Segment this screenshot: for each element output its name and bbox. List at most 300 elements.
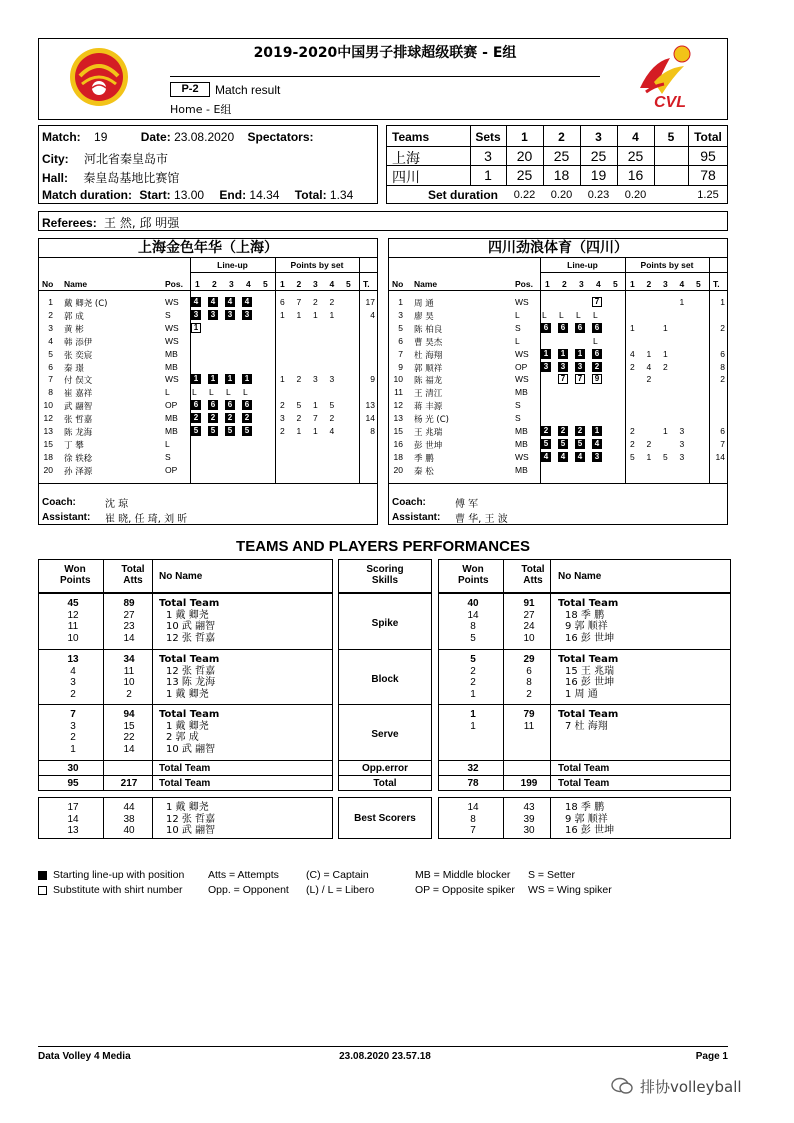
home-player-name: 10 武 翮智 xyxy=(166,743,216,755)
home-player-row xyxy=(39,361,377,375)
away-player-name: 陈 福龙 xyxy=(414,376,443,387)
away-lineup-start-position: 2 xyxy=(592,362,602,372)
away-body-sep-1 xyxy=(503,593,504,791)
home-points-by-set: 3 xyxy=(313,374,318,385)
away-lineup-set-3: 3 xyxy=(579,279,584,289)
home-player-name: 丁 攀 xyxy=(64,440,84,451)
away-assistant-names: 曹 华, 王 波 xyxy=(455,514,508,525)
away-lineup-header: Line-up xyxy=(567,260,598,270)
home-player-pos: L xyxy=(165,387,170,398)
away-best-atts: 30 xyxy=(523,825,535,836)
home-lineup-set-1: 1 xyxy=(195,279,200,289)
away-lineup-start-position: 5 xyxy=(541,439,551,449)
home-player-name: Total Team xyxy=(159,709,220,720)
away-player-row xyxy=(389,361,727,375)
away-lineup-start-position: 6 xyxy=(558,323,568,333)
away-name-header: Name xyxy=(414,279,438,289)
home-total-atts: 11 xyxy=(123,665,135,677)
home-lineup-start-position: 5 xyxy=(191,426,201,436)
away-best-atts: 39 xyxy=(523,813,535,825)
home-total-atts: 10 xyxy=(123,677,135,688)
away-coach-label: Coach: xyxy=(392,497,426,508)
home-team-panel xyxy=(38,238,378,525)
hall-value: 秦皇岛基地比赛馆 xyxy=(83,171,180,185)
away-player-name: 16 彭 世坤 xyxy=(565,677,615,688)
away-player-name: 7 杜 海翔 xyxy=(565,720,608,732)
home-lineup-start-position: 5 xyxy=(225,426,235,436)
doc-label: Match result xyxy=(215,83,281,97)
home-lineup-start-position: 2 xyxy=(208,413,218,423)
away-points-by-set: 1 xyxy=(646,348,652,359)
away-player-name: Total Team xyxy=(558,654,619,665)
away-player-name: 9 郭 顺祥 xyxy=(565,621,608,632)
away-lineup-start-position: 2 xyxy=(575,426,585,436)
home-player-row xyxy=(39,373,377,387)
score-header-teams: Teams xyxy=(392,130,430,144)
away-player-name: 16 彭 世坤 xyxy=(565,632,615,644)
away-player-row xyxy=(389,412,727,426)
home-player-pos: MB xyxy=(165,426,178,436)
away-player-name: 秦 松 xyxy=(414,466,434,477)
home-player-row xyxy=(39,348,377,362)
skill-label: Spike xyxy=(371,618,399,629)
home-won-points: 4 xyxy=(70,665,76,677)
away-player-no: 9 xyxy=(398,361,403,372)
away-lineup-set-1: 1 xyxy=(545,279,550,289)
away-player-name: 廖 昊 xyxy=(414,311,434,322)
home-opp-error-name: Total Team xyxy=(159,763,211,774)
away-player-no: 18 xyxy=(393,451,403,462)
away-coach-name: 傅 军 xyxy=(455,499,479,510)
home-best-atts: 44 xyxy=(123,802,135,813)
away-points-by-set: 2 xyxy=(630,426,635,436)
home-points-by-set: 7 xyxy=(296,297,302,307)
scoring-skills-header: Scoring Skills xyxy=(366,564,404,586)
home-body-hline-1 xyxy=(38,704,333,705)
home-total-atts: 2 xyxy=(126,688,132,700)
away-opp-error-won: 32 xyxy=(467,763,479,774)
home-player-pos: L xyxy=(165,438,170,449)
away-player-name: 蒋 丰源 xyxy=(414,402,443,413)
match-date: 23.08.2020 xyxy=(174,130,235,144)
away-body-sep-2 xyxy=(550,593,551,791)
home-player-no: 3 xyxy=(48,322,53,333)
away-player-pos: S xyxy=(515,413,521,424)
home-player-pos: WS xyxy=(165,335,179,346)
home-player-pos: S xyxy=(165,451,171,462)
cvl-logo xyxy=(632,42,696,114)
away-team-panel xyxy=(388,238,728,525)
home-player-name: Total Team xyxy=(159,598,220,609)
end-label: End: xyxy=(219,188,247,202)
set-duration-1: 0.22 xyxy=(513,189,536,201)
away-points-by-set: 3 xyxy=(679,438,685,449)
home-lineup-start-position: 2 xyxy=(225,413,235,423)
set-duration-total: 1.25 xyxy=(697,189,719,201)
away-player-pos: L xyxy=(515,309,520,320)
home-total-atts: 15 xyxy=(123,720,135,732)
home-total-atts: 14 xyxy=(123,632,135,644)
away-player-row xyxy=(389,425,727,439)
away-player-name: 季 鹏 xyxy=(414,453,434,464)
away-lineup-start-position: 5 xyxy=(575,439,585,449)
away-player-no: 5 xyxy=(398,322,403,333)
away-points-set-5: 5 xyxy=(696,279,701,289)
home-player-row xyxy=(39,425,377,439)
away-player-pos: S xyxy=(515,400,521,411)
home-points-set-4: 4 xyxy=(329,279,335,289)
away-player-pos: WS xyxy=(515,297,529,307)
away-lineup-start-position: 2 xyxy=(558,426,568,436)
home-lineup-start-position: 4 xyxy=(208,297,218,307)
away-player-name: 曹 昊杰 xyxy=(414,337,443,348)
away-points-by-set: 2 xyxy=(663,361,668,372)
home-points-by-set: 7 xyxy=(313,413,318,424)
away-lineup-start-position: 4 xyxy=(592,439,602,449)
skills-body-hline-2 xyxy=(338,760,432,761)
set-duration-2: 0.20 xyxy=(550,189,573,201)
home-points-by-set: 2 xyxy=(280,400,285,411)
away-lineup-start-position: 3 xyxy=(541,362,551,372)
away-lineup-set-4: 4 xyxy=(596,279,601,289)
away-won-points: 2 xyxy=(470,677,476,688)
away-player-no: 7 xyxy=(398,348,403,359)
away-points-by-set: 2 xyxy=(646,374,652,385)
home-player-name: 武 翮智 xyxy=(64,402,93,413)
city-value: 河北省秦皇岛市 xyxy=(84,152,169,166)
home-player-pos: WS xyxy=(165,322,179,333)
home-player-no: 4 xyxy=(48,335,53,346)
away-lineup-start-position: 3 xyxy=(558,362,568,372)
home-player-no: 6 xyxy=(48,361,53,372)
away-lineup-substitute-number: 7 xyxy=(558,374,568,384)
start-label: Start: xyxy=(139,188,171,202)
home-header-hline-2 xyxy=(39,290,377,291)
best-scorers-label: Best Scorers xyxy=(354,813,416,824)
home-points-by-set: 2 xyxy=(296,413,302,424)
skills-body-hline-0 xyxy=(338,649,432,650)
score-row-away-sets: 1 xyxy=(484,167,492,183)
total-label: Total xyxy=(373,778,397,789)
referees-names: 王 然, 邱 明强 xyxy=(104,216,180,230)
away-player-total: 2 xyxy=(720,374,725,385)
home-body-hline-2 xyxy=(38,760,333,761)
score-row-away-s2: 18 xyxy=(553,167,570,183)
home-player-no: 18 xyxy=(43,451,53,462)
away-points-by-set: 1 xyxy=(679,297,685,307)
away-points-by-set: 2 xyxy=(630,438,635,449)
away-player-row xyxy=(389,335,727,349)
away-total-atts-header: Total Atts xyxy=(521,564,545,586)
away-player-no: 3 xyxy=(398,309,403,320)
home-player-no: 13 xyxy=(43,426,53,436)
away-total-atts: 24 xyxy=(523,621,535,632)
away-points-set-3: 3 xyxy=(663,279,668,289)
referees-label: Referees: xyxy=(42,216,97,230)
legend-substitute-square-icon xyxy=(38,886,47,895)
home-won-points-header: Won Points xyxy=(60,564,91,586)
home-player-name: 12 张 哲嘉 xyxy=(166,665,216,677)
home-player-total: 17 xyxy=(365,297,375,307)
away-total-atts: 91 xyxy=(523,598,535,609)
away-total-atts: 27 xyxy=(523,609,535,621)
breadcrumb: Home - E组 xyxy=(170,103,232,116)
legend-mb: MB = Middle blocker xyxy=(415,869,511,881)
away-lineup-libero: L xyxy=(559,309,564,320)
away-lineup-start-position: 4 xyxy=(575,452,585,462)
away-points-set-2: 2 xyxy=(646,279,652,289)
legend xyxy=(38,869,728,899)
away-lineup-start-position: 6 xyxy=(592,323,602,333)
score-row-away-s1: 25 xyxy=(516,167,533,183)
home-player-name: 徐 轶稔 xyxy=(64,453,93,464)
away-player-row xyxy=(389,373,727,387)
home-total-atts: 14 xyxy=(123,743,135,755)
home-total-atts: 27 xyxy=(123,609,135,621)
score-row-away-team: 四川 xyxy=(392,170,420,186)
away-player-no: 15 xyxy=(393,426,403,436)
home-player-name: 崔 嘉祥 xyxy=(64,389,93,400)
legend-op: OP = Opposite spiker xyxy=(415,884,515,896)
home-lineup-set-4: 4 xyxy=(246,279,251,289)
score-row-home-sets: 3 xyxy=(484,148,492,164)
away-player-no: 6 xyxy=(398,335,403,346)
home-coach-divider xyxy=(39,483,377,484)
home-best-name: 1 戴 卿尧 xyxy=(166,802,209,813)
home-player-row xyxy=(39,451,377,465)
away-lineup-substitute-number: 7 xyxy=(592,297,602,307)
home-player-row xyxy=(39,412,377,426)
home-points-by-set: 1 xyxy=(280,309,285,320)
home-won-points: 2 xyxy=(70,688,76,700)
home-lineup-start-position: 5 xyxy=(242,426,252,436)
away-lineup-start-position: 5 xyxy=(558,439,568,449)
home-player-name: 1 戴 卿尧 xyxy=(166,720,209,732)
home-player-total: 13 xyxy=(365,400,375,411)
score-header-set4: 4 xyxy=(632,130,639,144)
away-points-by-set: 2 xyxy=(630,361,635,372)
score-header-set1: 1 xyxy=(521,130,528,144)
home-points-set-1: 1 xyxy=(280,279,285,289)
away-won-points: 5 xyxy=(470,632,476,644)
home-points-by-set: 1 xyxy=(313,426,318,436)
away-player-row xyxy=(389,386,727,400)
away-lineup-start-position: 3 xyxy=(592,452,602,462)
home-player-row xyxy=(39,386,377,400)
away-lineup-substitute-number: 7 xyxy=(575,374,585,384)
away-lineup-start-position: 1 xyxy=(558,349,568,359)
away-total-atts: 6 xyxy=(526,665,532,677)
home-points-by-set: 2 xyxy=(329,297,335,307)
away-player-no: 20 xyxy=(393,464,403,475)
home-lineup-start-position: 4 xyxy=(242,297,252,307)
away-body-hline-2 xyxy=(438,760,731,761)
home-lineup-libero: L xyxy=(209,387,214,398)
away-points-by-set: 1 xyxy=(646,451,652,462)
home-perf-body xyxy=(38,593,333,791)
away-player-pos: L xyxy=(515,335,520,346)
volleyball-logo-icon xyxy=(68,46,130,108)
home-points-by-set: 2 xyxy=(296,374,302,385)
home-total-atts-header: Total Atts xyxy=(121,564,145,586)
home-player-row xyxy=(39,296,377,310)
away-best-box xyxy=(438,797,731,839)
away-player-name: 郭 顺祥 xyxy=(414,363,443,374)
home-player-row xyxy=(39,399,377,413)
home-lineup-substitute-number: 1 xyxy=(191,323,201,333)
away-player-row xyxy=(389,296,727,310)
home-points-by-set: 5 xyxy=(296,400,302,411)
footer-center: 23.08.2020 23.57.18 xyxy=(339,1051,431,1062)
home-won-points: 12 xyxy=(67,609,79,621)
away-total-atts: 2 xyxy=(526,688,532,700)
score-table xyxy=(386,125,728,204)
away-lineup-start-position: 3 xyxy=(575,362,585,372)
home-player-name: 孙 泽源 xyxy=(64,466,93,477)
away-won-points: 1 xyxy=(470,688,476,700)
home-lineup-start-position: 2 xyxy=(191,413,201,423)
away-lineup-libero: L xyxy=(593,335,598,346)
home-player-pos: MB xyxy=(165,348,178,359)
away-player-no: 10 xyxy=(393,374,403,385)
score-row-home-s2: 25 xyxy=(553,148,570,164)
home-player-no: 2 xyxy=(48,309,53,320)
home-lineup-start-position: 1 xyxy=(242,374,252,384)
away-player-no: 16 xyxy=(393,438,403,449)
away-total-atts: 8 xyxy=(526,677,532,688)
home-player-row xyxy=(39,438,377,452)
home-header-hline-1 xyxy=(190,272,377,273)
away-best-name: 9 郭 顺祥 xyxy=(565,813,608,825)
home-lineup-start-position: 4 xyxy=(225,297,235,307)
away-header-hline-1 xyxy=(540,272,727,273)
home-player-name: 秦 璟 xyxy=(64,363,84,374)
home-best-won: 14 xyxy=(67,813,79,825)
home-player-name: 戴 卿尧 (C) xyxy=(64,299,108,309)
away-points-by-set: 5 xyxy=(630,451,635,462)
away-player-pos: OP xyxy=(515,361,528,372)
home-player-total: 4 xyxy=(370,309,375,320)
score-header-set5: 5 xyxy=(667,130,675,144)
home-best-box xyxy=(38,797,333,839)
home-lineup-libero: L xyxy=(226,387,231,398)
home-perf-header xyxy=(38,559,333,593)
home-lineup-start-position: 3 xyxy=(191,310,201,320)
away-player-total: 7 xyxy=(720,438,725,449)
home-total-atts: 22 xyxy=(123,732,135,743)
away-lineup-start-position: 6 xyxy=(592,349,602,359)
legend-starting-square-icon xyxy=(38,871,47,880)
away-best-won: 14 xyxy=(467,802,479,813)
home-best-won: 13 xyxy=(67,825,79,836)
home-points-by-set: 1 xyxy=(296,309,302,320)
away-lineup-start-position: 6 xyxy=(575,323,585,333)
away-player-name: 彭 世坤 xyxy=(414,440,443,451)
score-row-away-s3: 19 xyxy=(590,167,607,183)
home-player-no: 8 xyxy=(48,387,53,398)
away-opp-error-name: Total Team xyxy=(558,763,610,774)
home-won-points: 3 xyxy=(70,720,76,732)
home-pos-header: Pos. xyxy=(165,279,183,289)
away-pos-header: Pos. xyxy=(515,279,533,289)
footer-rule xyxy=(38,1046,728,1047)
home-player-no: 20 xyxy=(43,464,53,475)
home-coach-name: 沈 琼 xyxy=(105,499,129,510)
away-body-hline-1 xyxy=(438,704,731,705)
away-points-by-set: 3 xyxy=(679,451,685,462)
home-won-points: 13 xyxy=(67,654,79,665)
away-best-sep-2 xyxy=(550,797,551,839)
set-duration-label: Set duration xyxy=(428,188,499,202)
home-team-name: 上海金色年华（上海） xyxy=(39,239,377,258)
home-lineup-start-position: 3 xyxy=(225,310,235,320)
away-points-by-set: 1 xyxy=(663,348,668,359)
legend-starting-text: Starting line-up with position xyxy=(53,869,185,881)
away-perf-header-sep-1 xyxy=(503,559,504,593)
away-player-name: 杨 光 (C) xyxy=(414,415,449,426)
home-total-atts: 217 xyxy=(120,778,138,789)
home-player-total: 14 xyxy=(365,413,375,424)
away-won-points: 40 xyxy=(467,598,479,609)
home-points-by-set: 2 xyxy=(329,413,335,424)
home-points-header: Points by set xyxy=(290,260,344,270)
away-total-atts: 79 xyxy=(523,709,535,720)
score-header-sets: Sets xyxy=(475,130,501,144)
away-points-by-set: 4 xyxy=(646,361,652,372)
home-best-atts: 40 xyxy=(123,825,135,836)
home-player-name: 1 戴 卿尧 xyxy=(166,609,209,621)
away-player-row xyxy=(389,438,727,452)
footer-left: Data Volley 4 Media xyxy=(38,1051,131,1062)
footer-right: Page 1 xyxy=(695,1051,728,1062)
away-lineup-start-position: 1 xyxy=(592,426,602,436)
away-no-header: No xyxy=(392,279,404,289)
score-row-home-s4: 25 xyxy=(627,148,644,164)
score-row-away-total: 78 xyxy=(700,167,716,183)
date-label: Date: xyxy=(140,130,171,144)
home-lineup-start-position: 4 xyxy=(191,297,201,307)
home-player-pos: WS xyxy=(165,297,179,307)
home-player-name: 13 陈 龙海 xyxy=(166,677,216,688)
home-lineup-start-position: 5 xyxy=(208,426,218,436)
home-won-points: 1 xyxy=(70,743,76,755)
home-player-no: 7 xyxy=(48,374,53,385)
away-player-name: 18 季 鹏 xyxy=(565,609,605,621)
away-player-name: 周 通 xyxy=(414,299,434,309)
home-player-name: 10 武 翮智 xyxy=(166,621,216,632)
away-lineup-start-position: 4 xyxy=(541,452,551,462)
away-coach-divider xyxy=(389,483,727,484)
home-won-points: 2 xyxy=(70,732,76,743)
start-value: 13.00 xyxy=(174,188,205,202)
away-best-sep-1 xyxy=(503,797,504,839)
home-opp-error-won: 30 xyxy=(67,763,79,774)
city-label: City: xyxy=(42,152,69,166)
home-no-header: No xyxy=(42,279,54,289)
away-lineup-start-position: 6 xyxy=(541,323,551,333)
away-player-no: 11 xyxy=(394,387,403,398)
home-total-won: 95 xyxy=(67,778,79,789)
home-body-hline-3 xyxy=(38,775,333,776)
home-points-by-set: 1 xyxy=(313,309,318,320)
skill-label: Block xyxy=(371,674,399,685)
away-player-name: 陈 柏良 xyxy=(414,324,443,335)
away-total-atts: 29 xyxy=(523,654,535,665)
away-player-name: Total Team xyxy=(558,598,619,609)
home-lineup-libero: L xyxy=(243,387,248,398)
home-player-name: 韩 添伊 xyxy=(64,337,93,348)
away-lineup-start-position: 4 xyxy=(558,452,568,462)
